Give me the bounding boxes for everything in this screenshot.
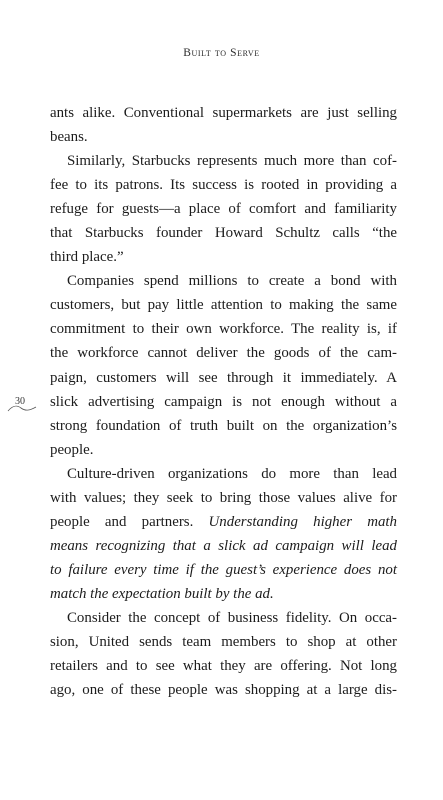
- text-line-content: people and partners.: [50, 513, 194, 530]
- text-line: [50, 462, 397, 486]
- emphasis-text: Understanding higher math: [193, 513, 397, 530]
- text-line: [50, 317, 397, 341]
- running-header: Built to Serve: [183, 47, 260, 59]
- text-line: [50, 606, 397, 630]
- text-line: [50, 245, 397, 269]
- text-line-content: customers, but pay little attention to making the same: [50, 297, 397, 314]
- text-line: [50, 534, 397, 558]
- text-line: [50, 341, 397, 365]
- text-line: [50, 269, 397, 293]
- text-line: [50, 510, 397, 534]
- text-line-content: slick advertising campaign is not enough without a: [50, 393, 397, 410]
- text-line: [50, 558, 397, 582]
- text-line: [50, 101, 397, 125]
- text-line-content: means recognizing that a slick ad campaign will lead: [50, 537, 397, 554]
- text-line: [50, 221, 397, 245]
- page-number: 30: [15, 396, 25, 407]
- text-line-content: with values; they seek to bring those values alive for: [50, 489, 397, 506]
- text-line: [50, 486, 397, 510]
- text-line-content: to failure every time if the guest’s experience does not: [50, 561, 397, 578]
- text-line-content: third place.”: [50, 249, 124, 266]
- text-line: [50, 149, 397, 173]
- text-line-content: retailers and to see what they are offering. Not long: [50, 658, 397, 675]
- text-line-content: ants alike. Conventional supermarkets are just selling: [50, 105, 397, 121]
- text-line-content: ago, one of these people was shopping at a large dis-: [50, 682, 397, 699]
- text-line: [50, 582, 397, 606]
- text-line-content: that Starbucks founder Howard Schultz calls “the: [50, 225, 397, 242]
- text-line-content: Consider the concept of business fidelity. On occa-: [67, 609, 397, 626]
- text-line: [50, 366, 397, 390]
- page-folio: [7, 397, 37, 413]
- text-line-content: Companies spend millions to create a bond with: [67, 273, 397, 290]
- text-line-content: beans.: [50, 129, 88, 146]
- text-line-content: people.: [50, 441, 94, 458]
- text-line-content: fee to its patrons. Its success is rooted in providing a: [50, 177, 397, 194]
- text-line-content: strong foundation of truth built on the organization’s: [50, 417, 397, 434]
- text-line: [50, 414, 397, 438]
- text-line: [50, 630, 397, 654]
- text-line: [50, 293, 397, 317]
- text-line: [50, 390, 397, 414]
- text-line-content: Similarly, Starbucks represents much more than cof-: [67, 153, 397, 170]
- text-line-content: sion, United sends team members to shop at other: [50, 634, 397, 651]
- text-line-content: refuge for guests—a place of comfort and familiarity: [50, 201, 397, 218]
- text-line-content: match the expectation built by the ad.: [50, 585, 274, 602]
- folio-swash-ornament: [7, 404, 37, 413]
- text-line-content: Culture-driven organizations do more than lead: [67, 465, 397, 482]
- text-line: [50, 197, 397, 221]
- text-line: [50, 678, 397, 702]
- text-line-content: commitment to their own workforce. The reality is, if: [50, 321, 397, 338]
- text-line: [50, 125, 397, 149]
- text-line-content: paign, customers will see through it immediately. A: [50, 369, 397, 386]
- body-text: [50, 101, 397, 702]
- text-line: [50, 173, 397, 197]
- text-line: [50, 438, 397, 462]
- text-line: [50, 654, 397, 678]
- text-line-content: the workforce cannot deliver the goods of the cam-: [50, 345, 397, 362]
